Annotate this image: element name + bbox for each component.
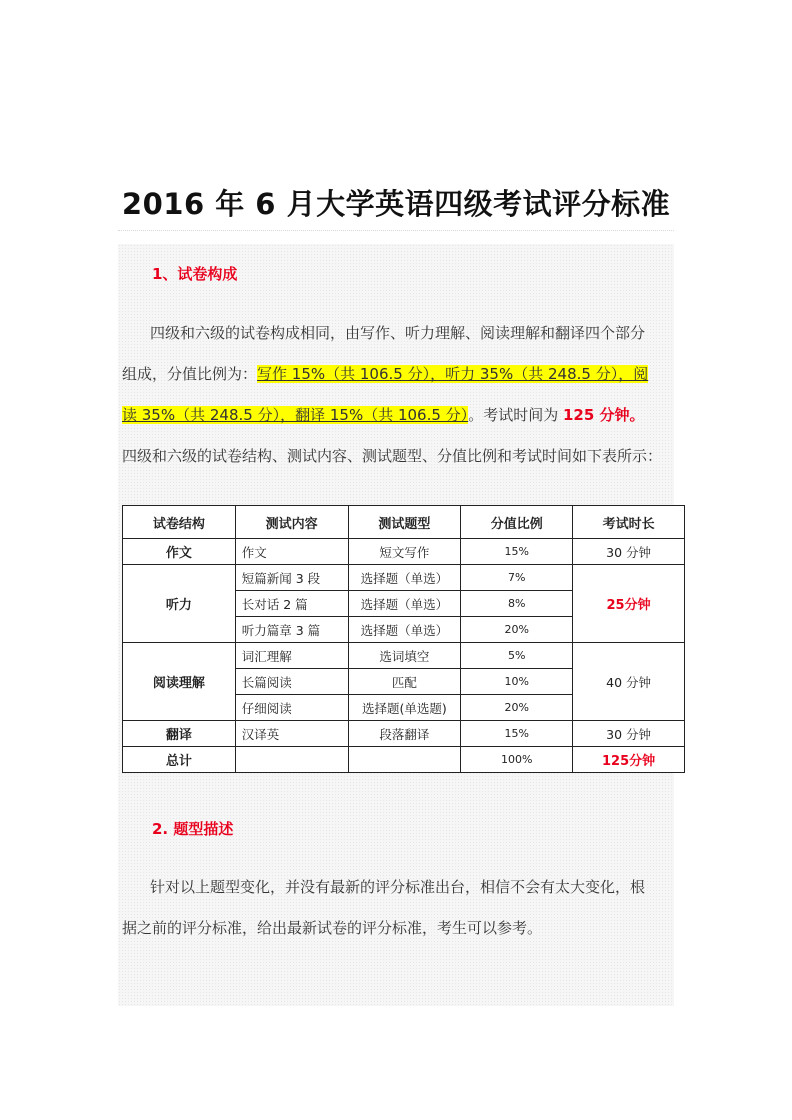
title-divider: [118, 230, 674, 231]
ratio-highlight-2: 读 35%（共 248.5 分），翻译 15%（共 106.5 分）: [122, 406, 469, 424]
col-header: 分值比例: [461, 506, 573, 539]
type-cell: 选择题(单选题): [348, 695, 461, 721]
type-cell: [348, 747, 461, 773]
content-cell: 汉译英: [235, 721, 348, 747]
section1-para1-line2: [122, 355, 648, 393]
section1-para1-line1: 四级和六级的试卷构成相同，由写作、听力理解、阅读理解和翻译四个部分: [150, 324, 646, 342]
page-title: 2016 年 6 月大学英语四级考试评分标准: [121, 187, 671, 221]
part-cell: 作文: [123, 539, 236, 565]
part-cell: 听力: [123, 565, 236, 643]
ratio-cell: 20%: [461, 695, 573, 721]
section1-para2: 四级和六级的试卷结构、测试内容、测试题型、分值比例和考试时间如下表所示：: [122, 447, 663, 465]
col-header: 试卷结构: [123, 506, 236, 539]
table-row-total: [123, 747, 685, 773]
content-cell: 仔细阅读: [235, 695, 348, 721]
content-cell: 词汇理解: [235, 643, 348, 669]
col-header: 测试题型: [348, 506, 461, 539]
ratio-intro: 组成，分值比例为：: [122, 365, 258, 383]
exam-time-value: 125 分钟: [562, 406, 630, 424]
content-cell: [235, 747, 348, 773]
time-cell: 40 分钟: [573, 643, 685, 721]
content-cell: 听力篇章 3 篇: [235, 617, 348, 643]
ratio-cell: 20%: [461, 617, 573, 643]
table-row: [123, 539, 685, 565]
part-cell: 总计: [123, 747, 236, 773]
time-cell: 30 分钟: [573, 539, 685, 565]
type-cell: 匹配: [348, 669, 461, 695]
section1-heading: 1、试卷构成: [152, 265, 238, 283]
ratio-cell: 15%: [461, 539, 573, 565]
content-cell: 长对话 2 篇: [235, 591, 348, 617]
section2-line1: 针对以上题型变化，并没有最新的评分标准出台，相信不会有太大变化，根: [150, 878, 646, 896]
exam-time-end: 。: [629, 406, 645, 424]
part-cell: 阅读理解: [123, 643, 236, 721]
ratio-highlight-1: 写作 15%（共 106.5 分），听力 35%（共 248.5 分），阅: [257, 365, 649, 383]
table-row: [123, 643, 685, 669]
content-cell: 作文: [235, 539, 348, 565]
content-cell: 短篇新闻 3 段: [235, 565, 348, 591]
table-row: [123, 565, 685, 591]
ratio-cell: 100%: [461, 747, 573, 773]
time-cell: 25分钟: [573, 565, 685, 643]
type-cell: 段落翻译: [348, 721, 461, 747]
col-header: 考试时长: [573, 506, 685, 539]
content-cell: 长篇阅读: [235, 669, 348, 695]
ratio-cell: 10%: [461, 669, 573, 695]
time-cell: 125分钟: [573, 747, 685, 773]
ratio-cell: 7%: [461, 565, 573, 591]
exam-structure-table: [122, 505, 685, 773]
type-cell: 选择题（单选）: [348, 565, 461, 591]
part-cell: 翻译: [123, 721, 236, 747]
time-cell: 30 分钟: [573, 721, 685, 747]
section1-para1-line3: [122, 396, 645, 434]
col-header: 测试内容: [235, 506, 348, 539]
type-cell: 短文写作: [348, 539, 461, 565]
exam-time-intro: 。考试时间为: [468, 406, 563, 424]
ratio-cell: 8%: [461, 591, 573, 617]
section2-heading: 2. 题型描述: [152, 820, 234, 838]
section2-line2: 据之前的评分标准，给出最新试卷的评分标准，考生可以参考。: [122, 919, 543, 937]
type-cell: 选择题（单选）: [348, 617, 461, 643]
type-cell: 选词填空: [348, 643, 461, 669]
table-header-row: [123, 506, 685, 539]
ratio-cell: 15%: [461, 721, 573, 747]
table-row: [123, 721, 685, 747]
type-cell: 选择题（单选）: [348, 591, 461, 617]
ratio-cell: 5%: [461, 643, 573, 669]
